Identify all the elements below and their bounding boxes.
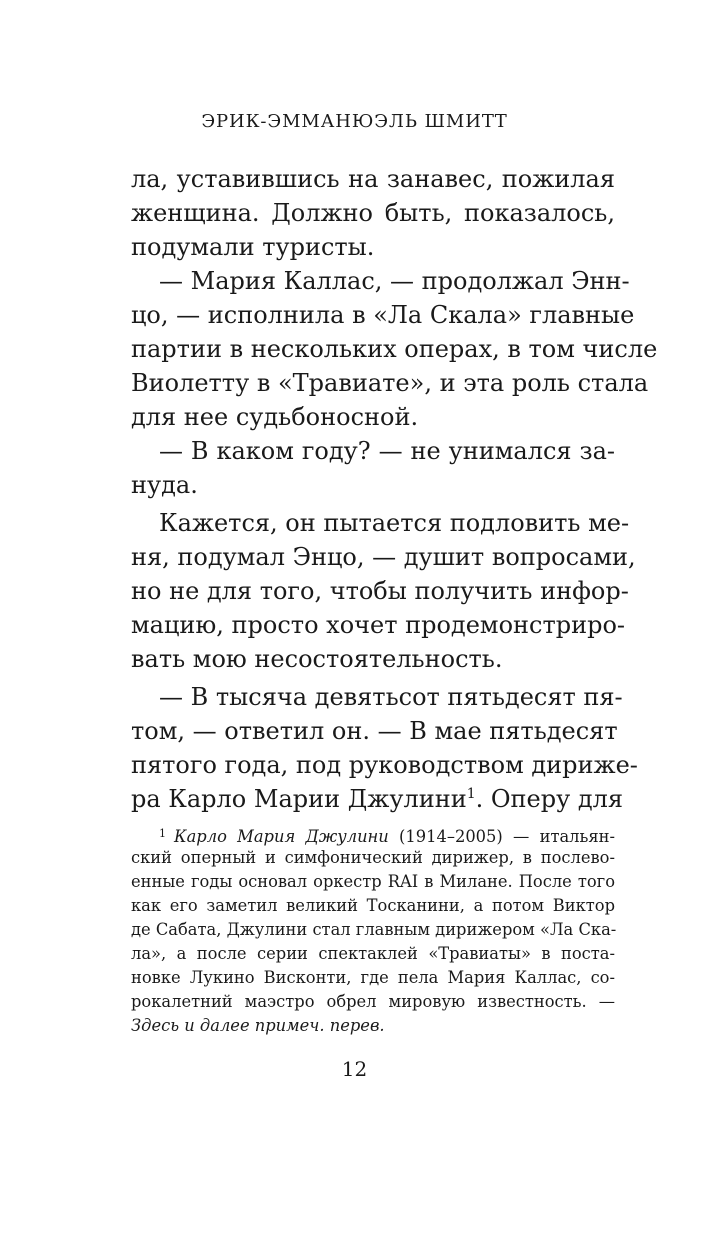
text-line: — В каком году? — не унимался за-	[159, 437, 615, 465]
text-line: Виолетту в «Травиате», и эта роль стала	[131, 369, 649, 397]
text-line: вать мою несостоятельность.	[131, 645, 503, 673]
text-fragment: Оперу для	[490, 785, 624, 813]
footnote-line	[131, 822, 615, 846]
text-line: мацию, просто хочет продемонстриро-	[131, 611, 626, 639]
footnote-text: (1914–2005) — итальян-	[388, 827, 615, 846]
text-line: но не для того, чтобы получить инфор-	[131, 577, 629, 605]
footnote-name: Карло Мария Джулини	[174, 827, 389, 846]
text-fragment: ра Карло Марии Джулини	[131, 785, 467, 813]
text-line: подумали туристы.	[131, 233, 375, 261]
footnote-marker: 1	[159, 827, 166, 840]
text-line: пятого года, под руководством дирижe-	[131, 751, 638, 779]
text-line: — Мария Каллас, — продолжал Энн-	[159, 267, 630, 295]
footnote-line: ский оперный и симфонический дирижер, в послево-	[131, 848, 615, 867]
footnote-reference[interactable]: 1	[466, 786, 476, 802]
footnote-line: как его заметил великий Тосканини, а потом Виктор	[131, 896, 615, 915]
main-text	[131, 162, 658, 816]
text-line: для нее судьбоносной.	[131, 403, 419, 431]
text-line: ла, уставившись на занавес, пожилая	[131, 165, 615, 193]
text-line: том, — ответил он. — В мае пятьдесят	[131, 717, 618, 745]
text-line: партии в нескольких операх, в том числе	[131, 335, 658, 363]
text-line: — В тысяча девятьсот пятьдесят пя-	[159, 683, 623, 711]
footnote-line: Здесь и далее примеч. перев.	[131, 1016, 385, 1035]
footnote-line: новке Лукино Висконти, где пела Мария Каллас, со-	[131, 968, 615, 987]
running-head: ЭРИК-ЭММАНЮЭЛЬ ШМИТТ	[201, 111, 508, 132]
text-line: ня, подумал Энцо, — душит вопросами,	[131, 543, 636, 571]
footnote-line: рокалетний маэстро обрел мировую известность. —	[131, 992, 615, 1011]
text-line: цо, — исполнила в «Ла Скала» главные	[131, 301, 635, 329]
page-number: 12	[341, 1057, 368, 1081]
text-line: Кажется, он пытается подловить ме-	[159, 509, 630, 537]
text-line: ра Карло Марии Джулини$^1$. Оперу для	[131, 785, 624, 813]
footnote-line: енные годы основал оркестр RAI в Милане. После того	[131, 872, 615, 891]
footnote-line: де Сабата, Джулини стал главным дирижером «Ла Ска-	[131, 920, 617, 939]
text-line: нуда.	[131, 471, 198, 499]
footnote	[131, 822, 615, 1038]
text-line: женщина. Должно быть, показалось,	[131, 199, 615, 227]
footnote-line: ла», а после серии спектаклей «Травиаты» в поста-	[131, 944, 615, 963]
